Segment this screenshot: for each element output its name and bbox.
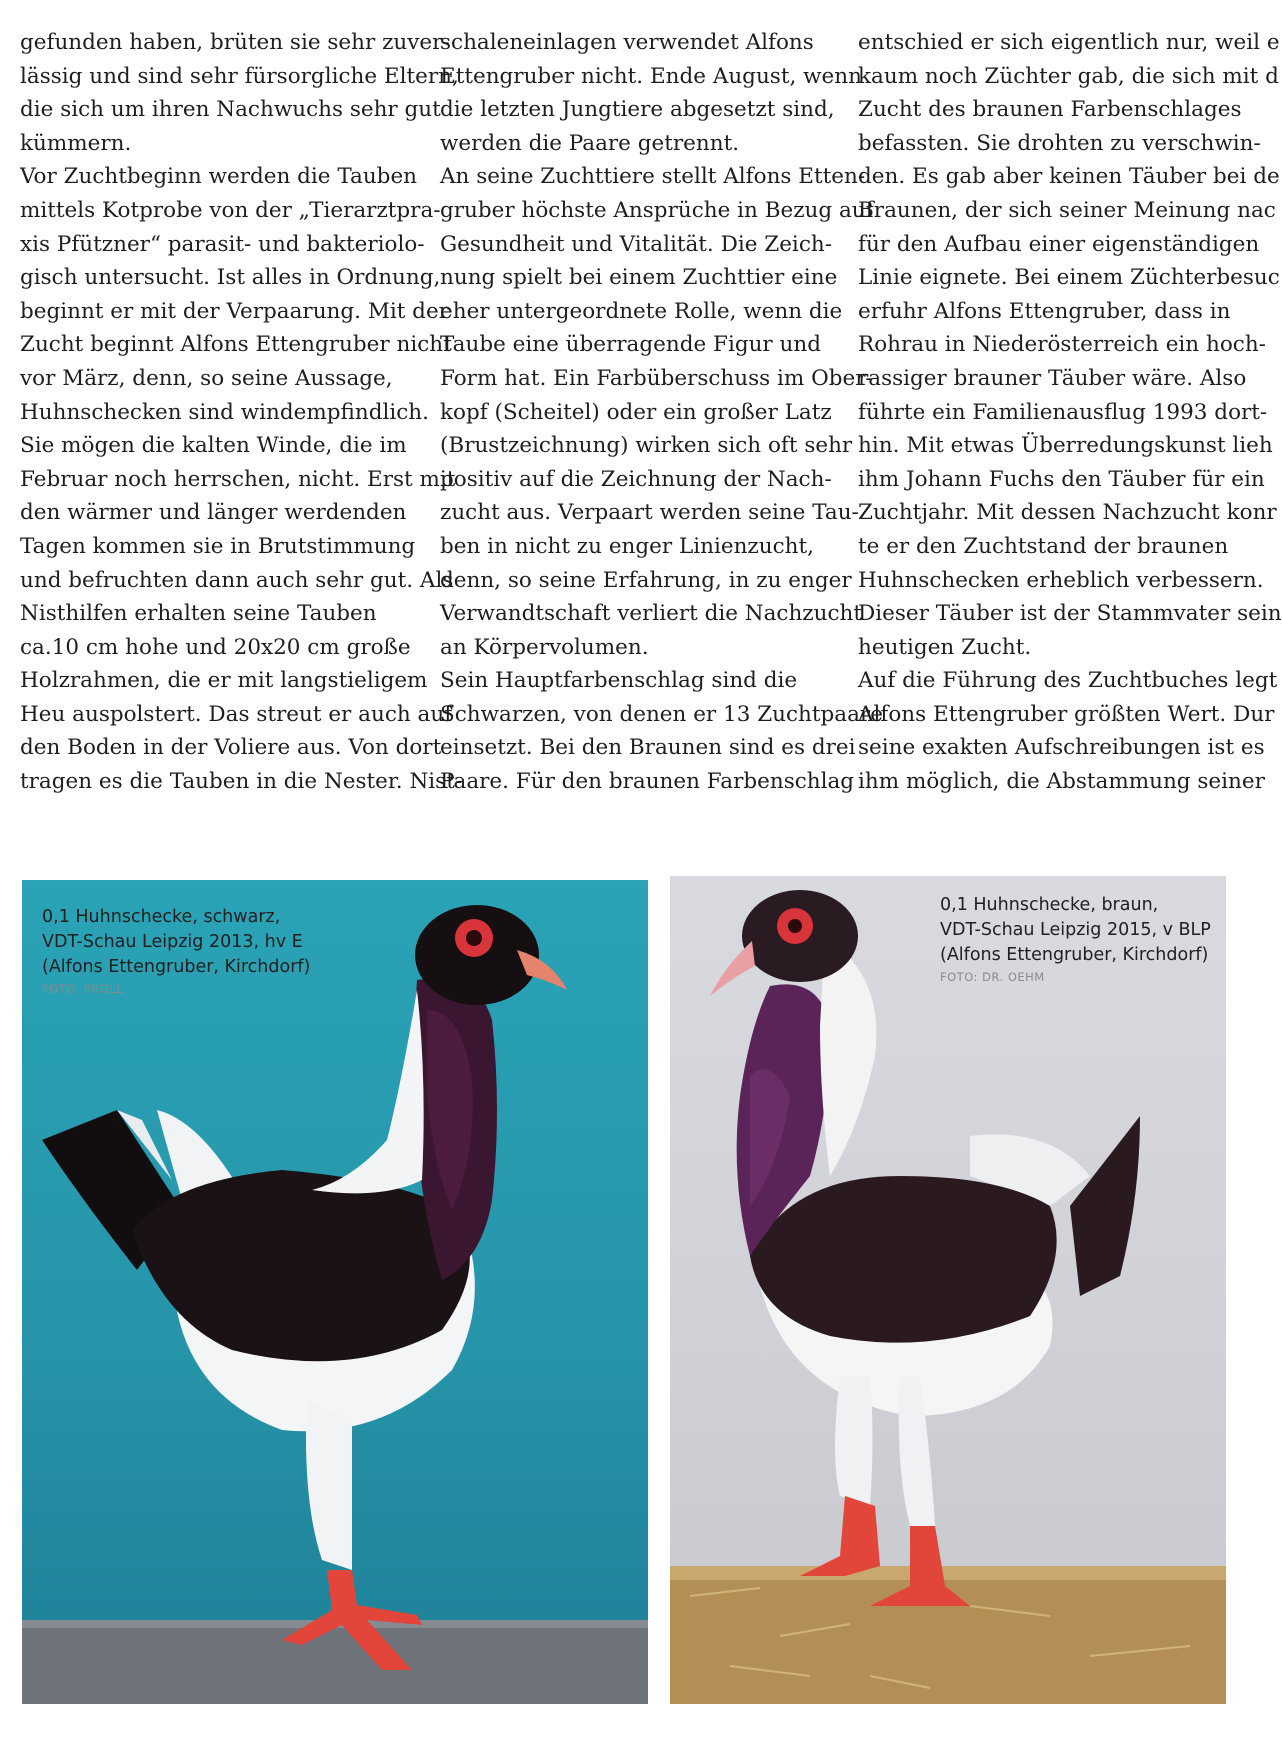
text-line: gefunden haben, brüten sie sehr zuver-: [20, 30, 450, 55]
text-line: die letzten Jungtiere abgesetzt sind,: [440, 97, 835, 123]
text-line: ca.10 cm hohe und 20x20 cm große: [20, 634, 411, 660]
text-line: befassten. Sie drohten zu verschwin-: [858, 130, 1261, 156]
feet-shape: [800, 1496, 880, 1576]
text-line: Gesundheit und Vitalität. Die Zeich-: [440, 231, 832, 257]
text-line: Alfons Ettengruber größten Wert. Dur: [858, 701, 1275, 727]
text-line: Sie mögen die kalten Winde, die im: [20, 433, 407, 459]
text-line: erfuhr Alfons Ettengruber, dass in: [858, 298, 1231, 324]
text-line: Nisthilfen erhalten seine Tauben: [20, 601, 377, 627]
caption-line: (Alfons Ettengruber, Kirchdorf): [42, 957, 311, 977]
text-line: rassiger brauner Täuber wäre. Also: [858, 365, 1247, 391]
text-line: An seine Zuchttiere stellt Alfons Etten-: [440, 164, 866, 190]
caption-line: VDT-Schau Leipzig 2015, v BLP: [940, 920, 1211, 940]
text-line: kopf (Scheitel) oder ein großer Latz: [440, 399, 832, 425]
caption-line: (Alfons Ettengruber, Kirchdorf): [940, 945, 1209, 965]
text-line: Rohrau in Niederösterreich ein hoch-: [858, 332, 1266, 358]
text-line: ben in nicht zu enger Linienzucht,: [440, 533, 814, 559]
text-line: Tagen kommen sie in Brutstimmung: [20, 533, 416, 559]
text-line: hin. Mit etwas Überredungskunst lieh: [858, 433, 1273, 459]
text-line: xis Pfützner“ parasit- und bakteriolo-: [20, 231, 425, 257]
photo-brown-pigeon: [670, 876, 1226, 1704]
text-line: gruber höchste Ansprüche in Bezug auf: [440, 197, 874, 223]
text-line: Sein Hauptfarbenschlag sind die: [440, 668, 798, 694]
text-line: einsetzt. Bei den Braunen sind es drei: [440, 735, 856, 761]
photo-credit: FOTO: DR. OEHM: [940, 970, 1045, 984]
text-column-3: [858, 26, 1282, 799]
text-line: die sich um ihren Nachwuchs sehr gut: [20, 97, 441, 123]
text-line: entschied er sich eigentlich nur, weil e: [858, 30, 1280, 55]
text-line: ihm Johann Fuchs den Täuber für ein: [858, 466, 1265, 492]
text-line: Dieser Täuber ist der Stammvater sein: [858, 601, 1282, 627]
text-line: te er den Zuchtstand der braunen: [858, 533, 1229, 559]
text-line: (Brustzeichnung) wirken sich oft sehr: [440, 433, 853, 459]
text-line: führte ein Familienausflug 1993 dort-: [858, 399, 1268, 425]
text-line: eher untergeordnete Rolle, wenn die: [440, 298, 843, 324]
text-line: tragen es die Tauben in die Nester. Nist-: [20, 769, 463, 795]
photo-caption-right: [940, 893, 1211, 986]
text-line: kaum noch Züchter gab, die sich mit d: [858, 63, 1279, 89]
text-line: den. Es gab aber keinen Täuber bei de: [858, 164, 1280, 190]
text-line: ihm möglich, die Abstammung seiner: [858, 769, 1265, 795]
text-line: Form hat. Ein Farbüberschuss im Ober-: [440, 365, 873, 391]
text-line: Huhnschecken sind windempfindlich.: [20, 399, 429, 425]
text-line: Huhnschecken erheblich verbessern.: [858, 567, 1264, 593]
text-column-1: [20, 26, 463, 799]
text-line: Ettengruber nicht. Ende August, wenn: [440, 63, 862, 89]
text-line: Taube eine überragende Figur und: [440, 332, 821, 358]
text-line: Heu auspolstert. Das streut er auch auf: [20, 701, 453, 727]
text-line: lässig und sind sehr fürsorgliche Eltern,: [20, 63, 459, 89]
text-column-2: [440, 26, 883, 799]
text-line: werden die Paare getrennt.: [440, 130, 740, 156]
photo-black-pigeon: [22, 880, 648, 1704]
text-line: an Körpervolumen.: [440, 634, 649, 660]
text-line: mittels Kotprobe von der „Tierarztpra-: [20, 197, 441, 223]
text-line: zucht aus. Verpaart werden seine Tau-: [440, 500, 859, 526]
text-line: heutigen Zucht.: [858, 634, 1032, 660]
text-line: den wärmer und länger werdenden: [20, 500, 407, 526]
text-line: den Boden in der Voliere aus. Von dort: [20, 735, 442, 761]
caption-line: VDT-Schau Leipzig 2013, hv E: [42, 932, 303, 952]
text-line: Zucht des braunen Farbenschlages: [858, 97, 1242, 123]
text-line: Braunen, der sich seiner Meinung nac: [858, 197, 1276, 223]
text-line: Februar noch herrschen, nicht. Erst mit: [20, 466, 456, 492]
caption-line: 0,1 Huhnschecke, schwarz,: [42, 907, 281, 927]
text-line: Linie eignete. Bei einem Züchterbesuc: [858, 265, 1280, 291]
text-line: Paare. Für den braunen Farbenschlag: [440, 769, 855, 795]
text-line: Schwarzen, von denen er 13 Zuchtpaare: [440, 701, 883, 727]
text-line: Holzrahmen, die er mit langstieligem: [20, 668, 428, 694]
text-line: denn, so seine Erfahrung, in zu enger: [440, 567, 852, 593]
text-line: vor März, denn, so seine Aussage,: [20, 365, 393, 391]
text-line: schaleneinlagen verwendet Alfons: [440, 30, 814, 55]
text-line: seine exakten Aufschreibungen ist es: [858, 735, 1265, 761]
text-line: beginnt er mit der Verpaarung. Mit der: [20, 298, 449, 324]
text-line: Verwandtschaft verliert die Nachzucht: [440, 601, 862, 627]
text-line: positiv auf die Zeichnung der Nach-: [440, 466, 832, 492]
photo-credit: FOTO: PROLL: [42, 982, 124, 996]
text-line: Zucht beginnt Alfons Ettengruber nicht: [20, 332, 452, 358]
text-line: Vor Zuchtbeginn werden die Tauben: [20, 164, 418, 190]
text-line: Zuchtjahr. Mit dessen Nachzucht konr: [858, 500, 1277, 526]
text-line: gisch untersucht. Ist alles in Ordnung,: [20, 265, 441, 291]
text-line: nung spielt bei einem Zuchttier eine: [440, 265, 838, 291]
caption-line: 0,1 Huhnschecke, braun,: [940, 895, 1159, 915]
text-line: für den Aufbau einer eigenständigen: [858, 231, 1260, 257]
photo-caption-left: [42, 905, 310, 998]
text-line: und befruchten dann auch sehr gut. Als: [20, 567, 454, 593]
tail-shape: [1070, 1116, 1140, 1296]
text-line: kümmern.: [20, 130, 132, 156]
text-line: Auf die Führung des Zuchtbuches legt: [858, 668, 1278, 694]
